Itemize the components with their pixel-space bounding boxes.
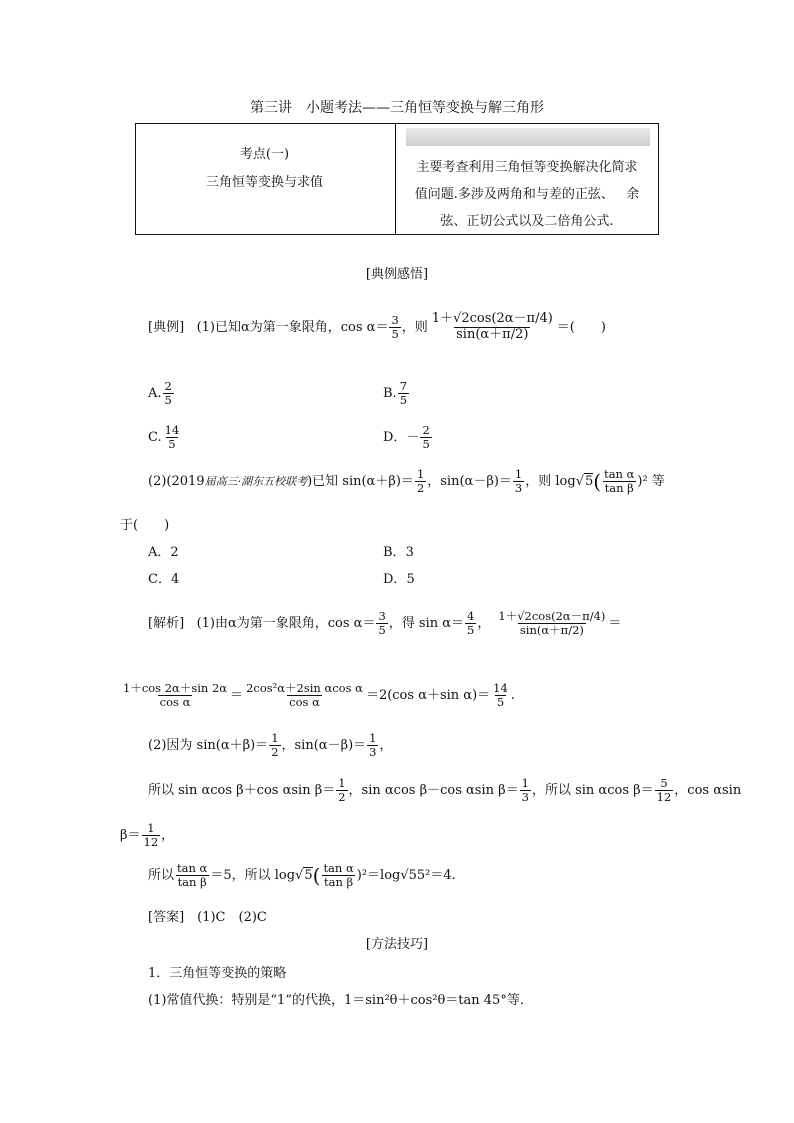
option-a: A. $\frac{2}{5}$ (148, 379, 172, 408)
example-1-question: [典例] (1)已知α为第一象限角，cos α＝ $\frac{3}{5}$ ，则 $\frac{1+√2\cos(2\alpha-\pi/4)}{\sin(\alpha+\pi/2)}$ ＝( ) (148, 311, 606, 342)
answer-line: [答案] (1)C (2)C (148, 910, 267, 925)
solution-line4: 所以 sin αcos β＋cos αsin β＝ $\frac{1}{2}$ ，sin αcos β－cos αsin β＝ $\frac{1}{3}$ ，所以 sin αcos β＝ $\frac{5}{12}$ ，cos αsin (148, 776, 742, 805)
option2-a: A．2 (148, 545, 179, 560)
solution-line3: (2)因为 sin(α＋β)＝ $\frac{1}{2}$ ，sin(α－β)＝ $\frac{1}{3}$ ， (148, 731, 393, 760)
section-heading-examples: [典例感悟] (365, 267, 429, 282)
page-title: 第三讲 小题考法——三角恒等变换与解三角形 (250, 100, 544, 116)
option-c: C. $\frac{14}{5}$ (148, 423, 180, 452)
topic-desc-line2: 值问题.多涉及两角和与差的正弦、 余 (414, 187, 640, 202)
topic-name: 三角恒等变换与求值 (205, 175, 323, 190)
option2-b: B．3 (383, 545, 414, 560)
topic-desc-line1: 主要考查利用三角恒等变换解决化简求 (416, 160, 638, 175)
example-2-line2: 于( ) (120, 518, 170, 533)
example-2-question: (2)(2019届高三·湖东五校联考)已知 sin(α＋β)＝ $\frac{1}{2}$ ，sin(α－β)＝ $\frac{1}{3}$ ，则 log√5( $\frac{\text{tan α}}{\text{tan β}}$ )² 等 (148, 467, 665, 496)
option-b: B. $\frac{7}{5}$ (383, 379, 408, 408)
topic-desc-line3: 弦、正切公式以及二倍角公式. (440, 214, 614, 229)
solution-line6: 所以 $\frac{\text{tan α}}{\text{tan β}}$ ＝5，所以 log√5( $\frac{\text{tan α}}{\text{tan β}}$ )²＝log√55²＝4. (148, 861, 456, 890)
solution-line1: [解析] (1)由α为第一象限角，cos α＝ $\frac{3}{5}$ ，得 sin α＝ $\frac{4}{5}$ ， $\frac{1+√2\cos(2\alpha-\pi/4)}{\sin(\alpha+\pi/2)}$ ＝ (148, 609, 622, 638)
tip-item-1: (1)常值代换：特别是“1”的代换，1＝sin²θ＋cos²θ＝tan 45°等． (148, 993, 533, 1008)
solution-line5: β＝ $\frac{1}{12}$ ， (120, 821, 175, 850)
shaded-banner (406, 128, 650, 146)
option-d: D．－ $\frac{2}{5}$ (383, 423, 430, 452)
section-heading-methods: [方法技巧] (365, 937, 429, 952)
tip-title: 1．三角恒等变换的策略 (148, 966, 287, 981)
option2-d: D．5 (383, 572, 415, 587)
solution-line2: $\frac{1+\cos 2\alpha+\sin 2\alpha}{\text{cos α}}$ ＝ $\frac{\text{2cos²α＋2sin αcos α}}{\text{cos α}}$ ＝2(cos α＋sin α)＝ $\frac{14}{5}$ . (123, 681, 515, 710)
option2-c: C．4 (148, 572, 180, 587)
topic-label: 考点(一) (239, 147, 290, 162)
